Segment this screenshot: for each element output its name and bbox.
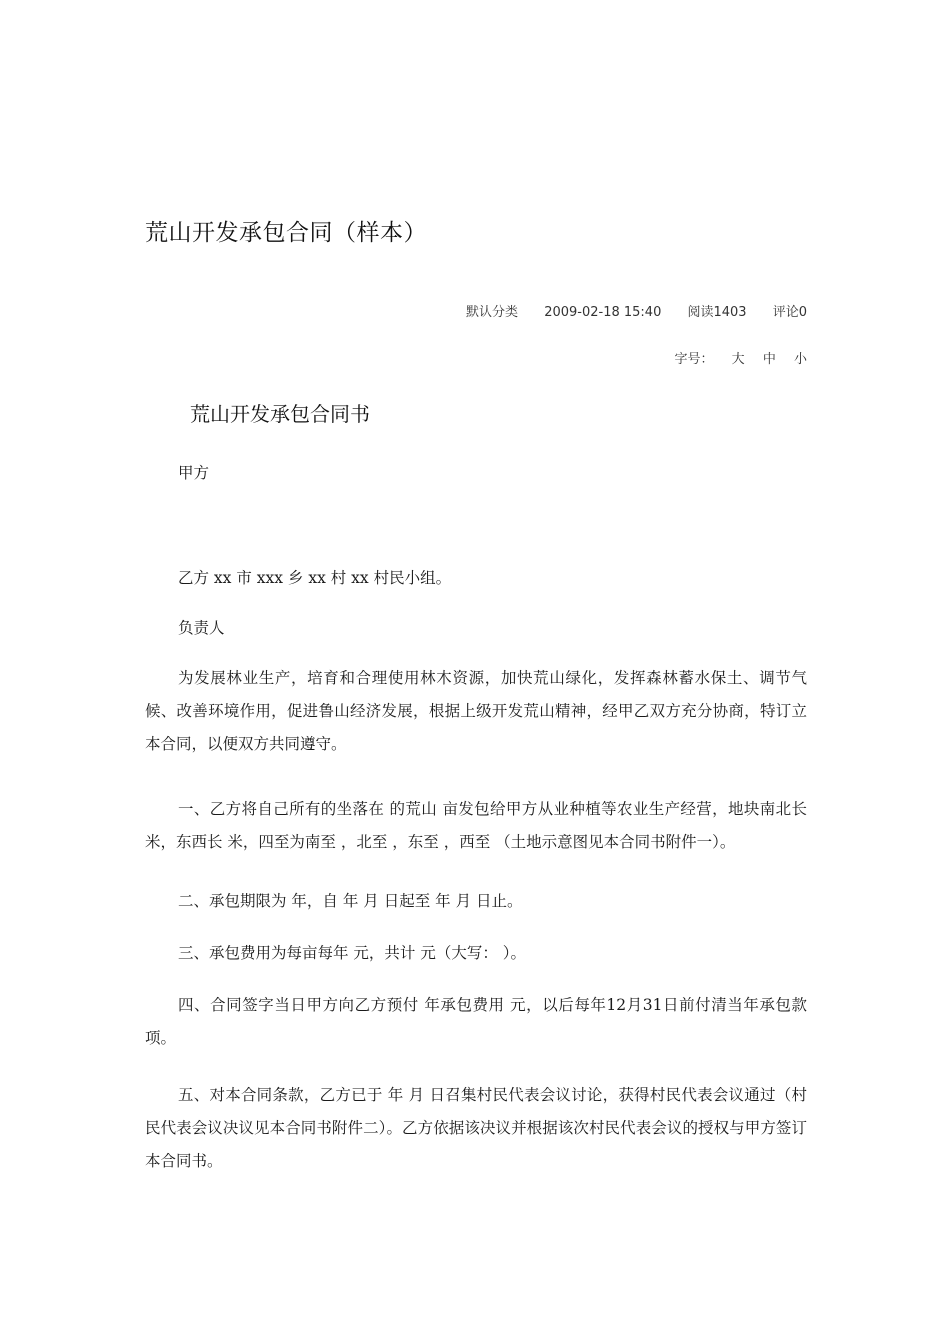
category-link[interactable]: 默认分类	[466, 305, 519, 320]
font-size-switcher	[675, 348, 807, 367]
party-b-line: 乙方 xx 市 xxx 乡 xx 村 xx 村民小组。	[178, 569, 452, 587]
party-a-line: 甲方	[178, 464, 210, 482]
clause-5: 五、对本合同条款，乙方已于 年 月 日召集村民代表会议讨论，获得村民代表会议通过（村民代表会议决议见本合同书附件二）。乙方依据该决议并根据该次村民代表会议的授权与甲方签订本合同书。	[145, 1086, 807, 1170]
clause-3: 三、承包费用为每亩每年 元，共计 元（大写： ）。	[178, 944, 527, 962]
clause-2: 二、承包期限为 年，自 年 月 日起至 年 月 日止。	[178, 892, 523, 910]
read-count: 阅读1403	[687, 305, 747, 320]
page-title: 荒山开发承包合同（样本）	[145, 220, 427, 246]
intro-paragraph: 为发展林业生产，培育和合理使用林木资源，加快荒山绿化，发挥森林蓄水保土、调节气候、改善环境作用，促进鲁山经济发展，根据上级开发荒山精神，经甲乙双方充分协商，特订立本合同，以便双方共同遵守。	[145, 669, 807, 753]
responsible-person-line: 负责人	[178, 619, 225, 637]
font-size-medium-button[interactable]: 中	[762, 352, 776, 367]
font-size-large-button[interactable]: 大	[731, 352, 745, 367]
post-meta	[466, 301, 807, 320]
font-size-small-button[interactable]: 小	[793, 352, 807, 367]
clause-4: 四、合同签字当日甲方向乙方预付 年承包费用 元，以后每年12月31日前付清当年承包款项。	[145, 996, 807, 1047]
comment-count-link[interactable]: 评论0	[772, 305, 807, 320]
contract-heading: 荒山开发承包合同书	[190, 402, 370, 426]
clause-1: 一、乙方将自己所有的坐落在 的荒山 亩发包给甲方从业种植等农业生产经营，地块南北长 米，东西长 米，四至为南至 ，北至 ，东至 ，西至 （土地示意图见本合同书附件一）。	[145, 800, 807, 851]
font-size-label: 字号：	[674, 352, 714, 367]
post-datetime: 2009-02-18 15:40	[544, 305, 662, 320]
